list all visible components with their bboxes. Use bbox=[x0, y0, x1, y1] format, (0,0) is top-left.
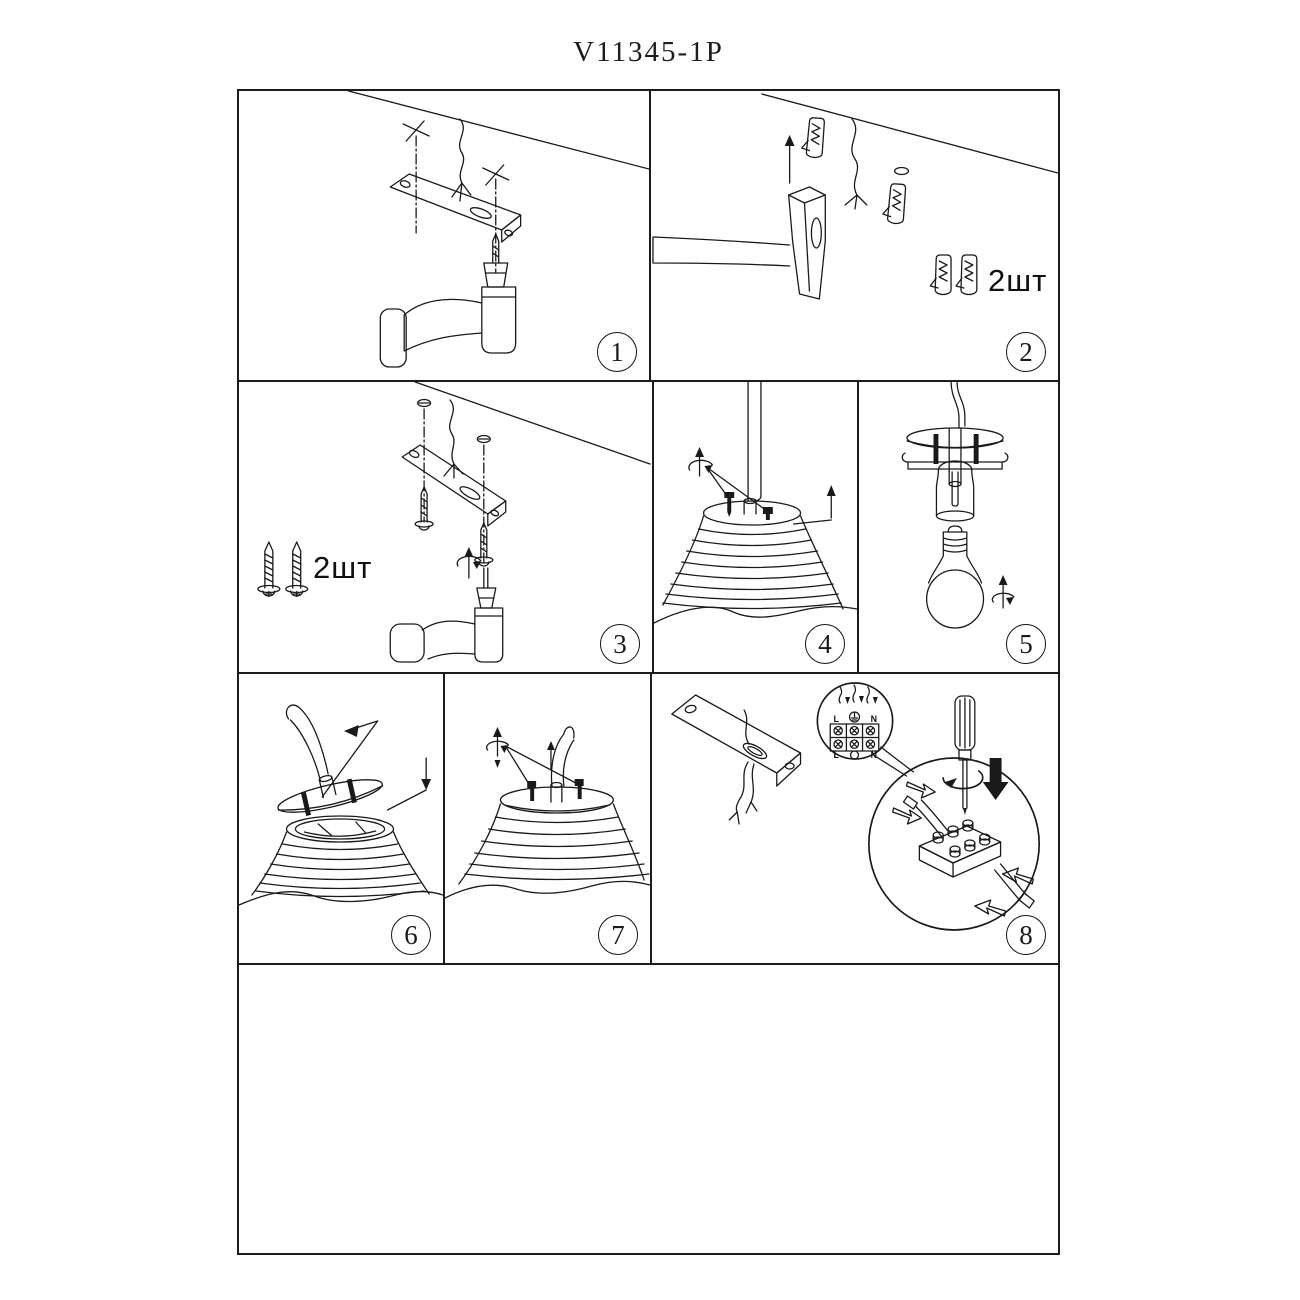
page-title: V11345-1P bbox=[573, 36, 724, 68]
step-panel-1 bbox=[239, 91, 651, 380]
step-panel-6 bbox=[239, 674, 445, 963]
line-label: L bbox=[833, 713, 839, 725]
step-panel-2 bbox=[651, 91, 1058, 380]
wire bbox=[286, 705, 328, 780]
step-number-badge: 2 bbox=[1006, 332, 1046, 372]
up-arrow bbox=[785, 135, 795, 183]
wall-plug-icon bbox=[930, 255, 977, 295]
step-number-badge: 7 bbox=[598, 915, 638, 955]
light-bulb-icon bbox=[927, 526, 984, 628]
drill-hole bbox=[895, 168, 909, 175]
wiring-detail-circle bbox=[869, 696, 1039, 930]
lamp-shade-icon bbox=[459, 779, 649, 884]
surface-line bbox=[239, 892, 443, 905]
lamp-shade-icon bbox=[663, 501, 843, 609]
step-number-badge: 3 bbox=[600, 624, 640, 664]
wall-plug-icon bbox=[801, 117, 906, 224]
quantity-label: 2шт bbox=[313, 550, 373, 585]
cord bbox=[951, 382, 965, 428]
step-panel-3 bbox=[239, 382, 654, 672]
wire bbox=[845, 119, 867, 209]
step-1-illustration bbox=[239, 91, 649, 380]
step-number-badge: 6 bbox=[391, 915, 431, 955]
step-3-illustration bbox=[239, 382, 652, 672]
step-number-badge: 4 bbox=[805, 624, 845, 664]
direction-arrow bbox=[322, 721, 431, 810]
cord bbox=[547, 727, 574, 786]
x-mark bbox=[403, 121, 508, 185]
step-number-badge: 5 bbox=[1006, 624, 1046, 664]
screw bbox=[258, 542, 308, 597]
hammer-icon bbox=[653, 187, 825, 299]
surface-line bbox=[445, 881, 650, 898]
mounting-bracket-icon bbox=[402, 445, 505, 526]
rotate-arrow-icon bbox=[689, 447, 713, 476]
screwdriver-icon bbox=[955, 696, 975, 815]
lamp-socket-icon bbox=[936, 461, 973, 521]
mounting-bracket-icon bbox=[672, 695, 801, 786]
callout-line bbox=[505, 746, 577, 786]
suspension-disc-icon bbox=[273, 764, 385, 822]
line-label: L bbox=[833, 749, 839, 761]
mounting-bracket-icon bbox=[390, 174, 520, 242]
steps-grid bbox=[237, 89, 1060, 1255]
step-panel-8 bbox=[652, 674, 1058, 963]
step-panel-5 bbox=[859, 382, 1058, 672]
step-8-illustration bbox=[652, 674, 1058, 963]
panel-row-2 bbox=[239, 382, 1058, 674]
wire bbox=[904, 796, 1035, 908]
step-number-badge: 1 bbox=[597, 332, 637, 372]
step-2-illustration bbox=[651, 91, 1058, 380]
terminal-block-icon bbox=[919, 820, 1000, 877]
step-panel-4 bbox=[654, 382, 859, 672]
screw bbox=[415, 487, 493, 566]
screw-head bbox=[418, 400, 491, 443]
up-arrow bbox=[794, 485, 836, 524]
neutral-label: N bbox=[870, 749, 878, 761]
rotate-arrow-icon bbox=[457, 547, 481, 578]
earth-symbol bbox=[850, 712, 860, 722]
neutral-label: N bbox=[870, 713, 878, 725]
quantity-label: 2шт bbox=[988, 263, 1048, 298]
wire bbox=[452, 119, 471, 201]
step-number-badge: 8 bbox=[1006, 915, 1046, 955]
rotate-arrow-icon bbox=[992, 575, 1014, 608]
ceiling-line bbox=[762, 94, 1058, 173]
rotate-arrow-icon bbox=[487, 727, 509, 768]
suspension-disc-icon bbox=[902, 428, 1008, 487]
electric-screwdriver-icon bbox=[390, 568, 502, 662]
panel-row-1 bbox=[239, 91, 1058, 382]
panel-row-3 bbox=[239, 674, 1058, 965]
terminal-block-inset bbox=[817, 683, 913, 776]
lamp-shade-icon bbox=[252, 816, 429, 897]
cord bbox=[748, 382, 761, 501]
ceiling-line bbox=[348, 91, 649, 169]
step-panel-7 bbox=[445, 674, 652, 963]
